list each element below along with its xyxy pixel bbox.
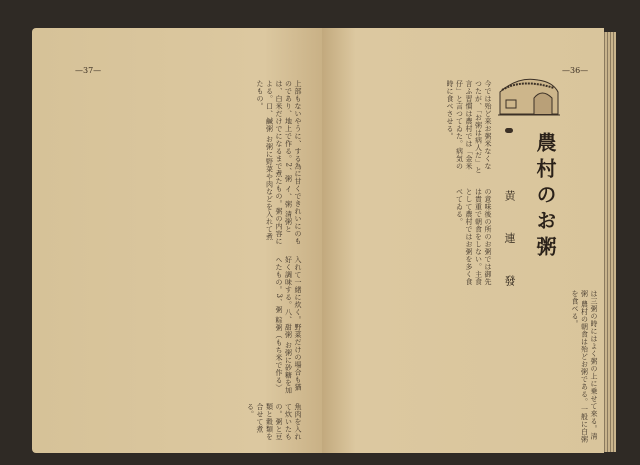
page-number: —37— — [75, 66, 102, 75]
text-block: 入れて一緒に炊く。野菜だけの場合も猶好く調味する。八、甜粥 お粥に砂糖を加へたもの。3、粥 粽粥（もち米で作る） — [275, 256, 302, 394]
decorative-mark — [505, 128, 513, 133]
left-page — [32, 28, 322, 453]
article-title: 農村のお粥 — [533, 132, 557, 262]
text-block: 上部もないやうに、する為に甘くできれいにのものであり、地上で作る。2、粥 イ、粥 清粥とは、白米だけでになるまで煮たもの。粥の内容による。口、鹹粥 お粥に野菜や肉などを入れて煮たもの。 — [256, 80, 302, 245]
text-block: 今では殆ど来お粥米なくなつたが、「お粥は病人だ」と言ふ習慣は農村では「金米仔」と言つてゐた。病気の時に食べさせる。 — [446, 80, 492, 174]
farmhouse-illustration — [498, 74, 560, 118]
text-block: の意味後の所のお粥では御先は貴重で朝食をしない。主食として農村ではお粥を多く食べてゐる。 — [455, 188, 492, 286]
text-block: 魚肉を入れて炊いたもの。粥と豆類と穀類を合せて煮る。 — [246, 403, 302, 441]
page-edges — [604, 32, 616, 452]
text-block: は三粥の時にはよく粥の上に乗せて来る。清粥 農村の朝食は殆どお粥である。一般に白粥を食べる。 — [571, 290, 598, 443]
right-page — [322, 28, 604, 453]
page-number: —36— — [562, 66, 589, 75]
article-author: 黄 連 發 — [503, 190, 516, 300]
